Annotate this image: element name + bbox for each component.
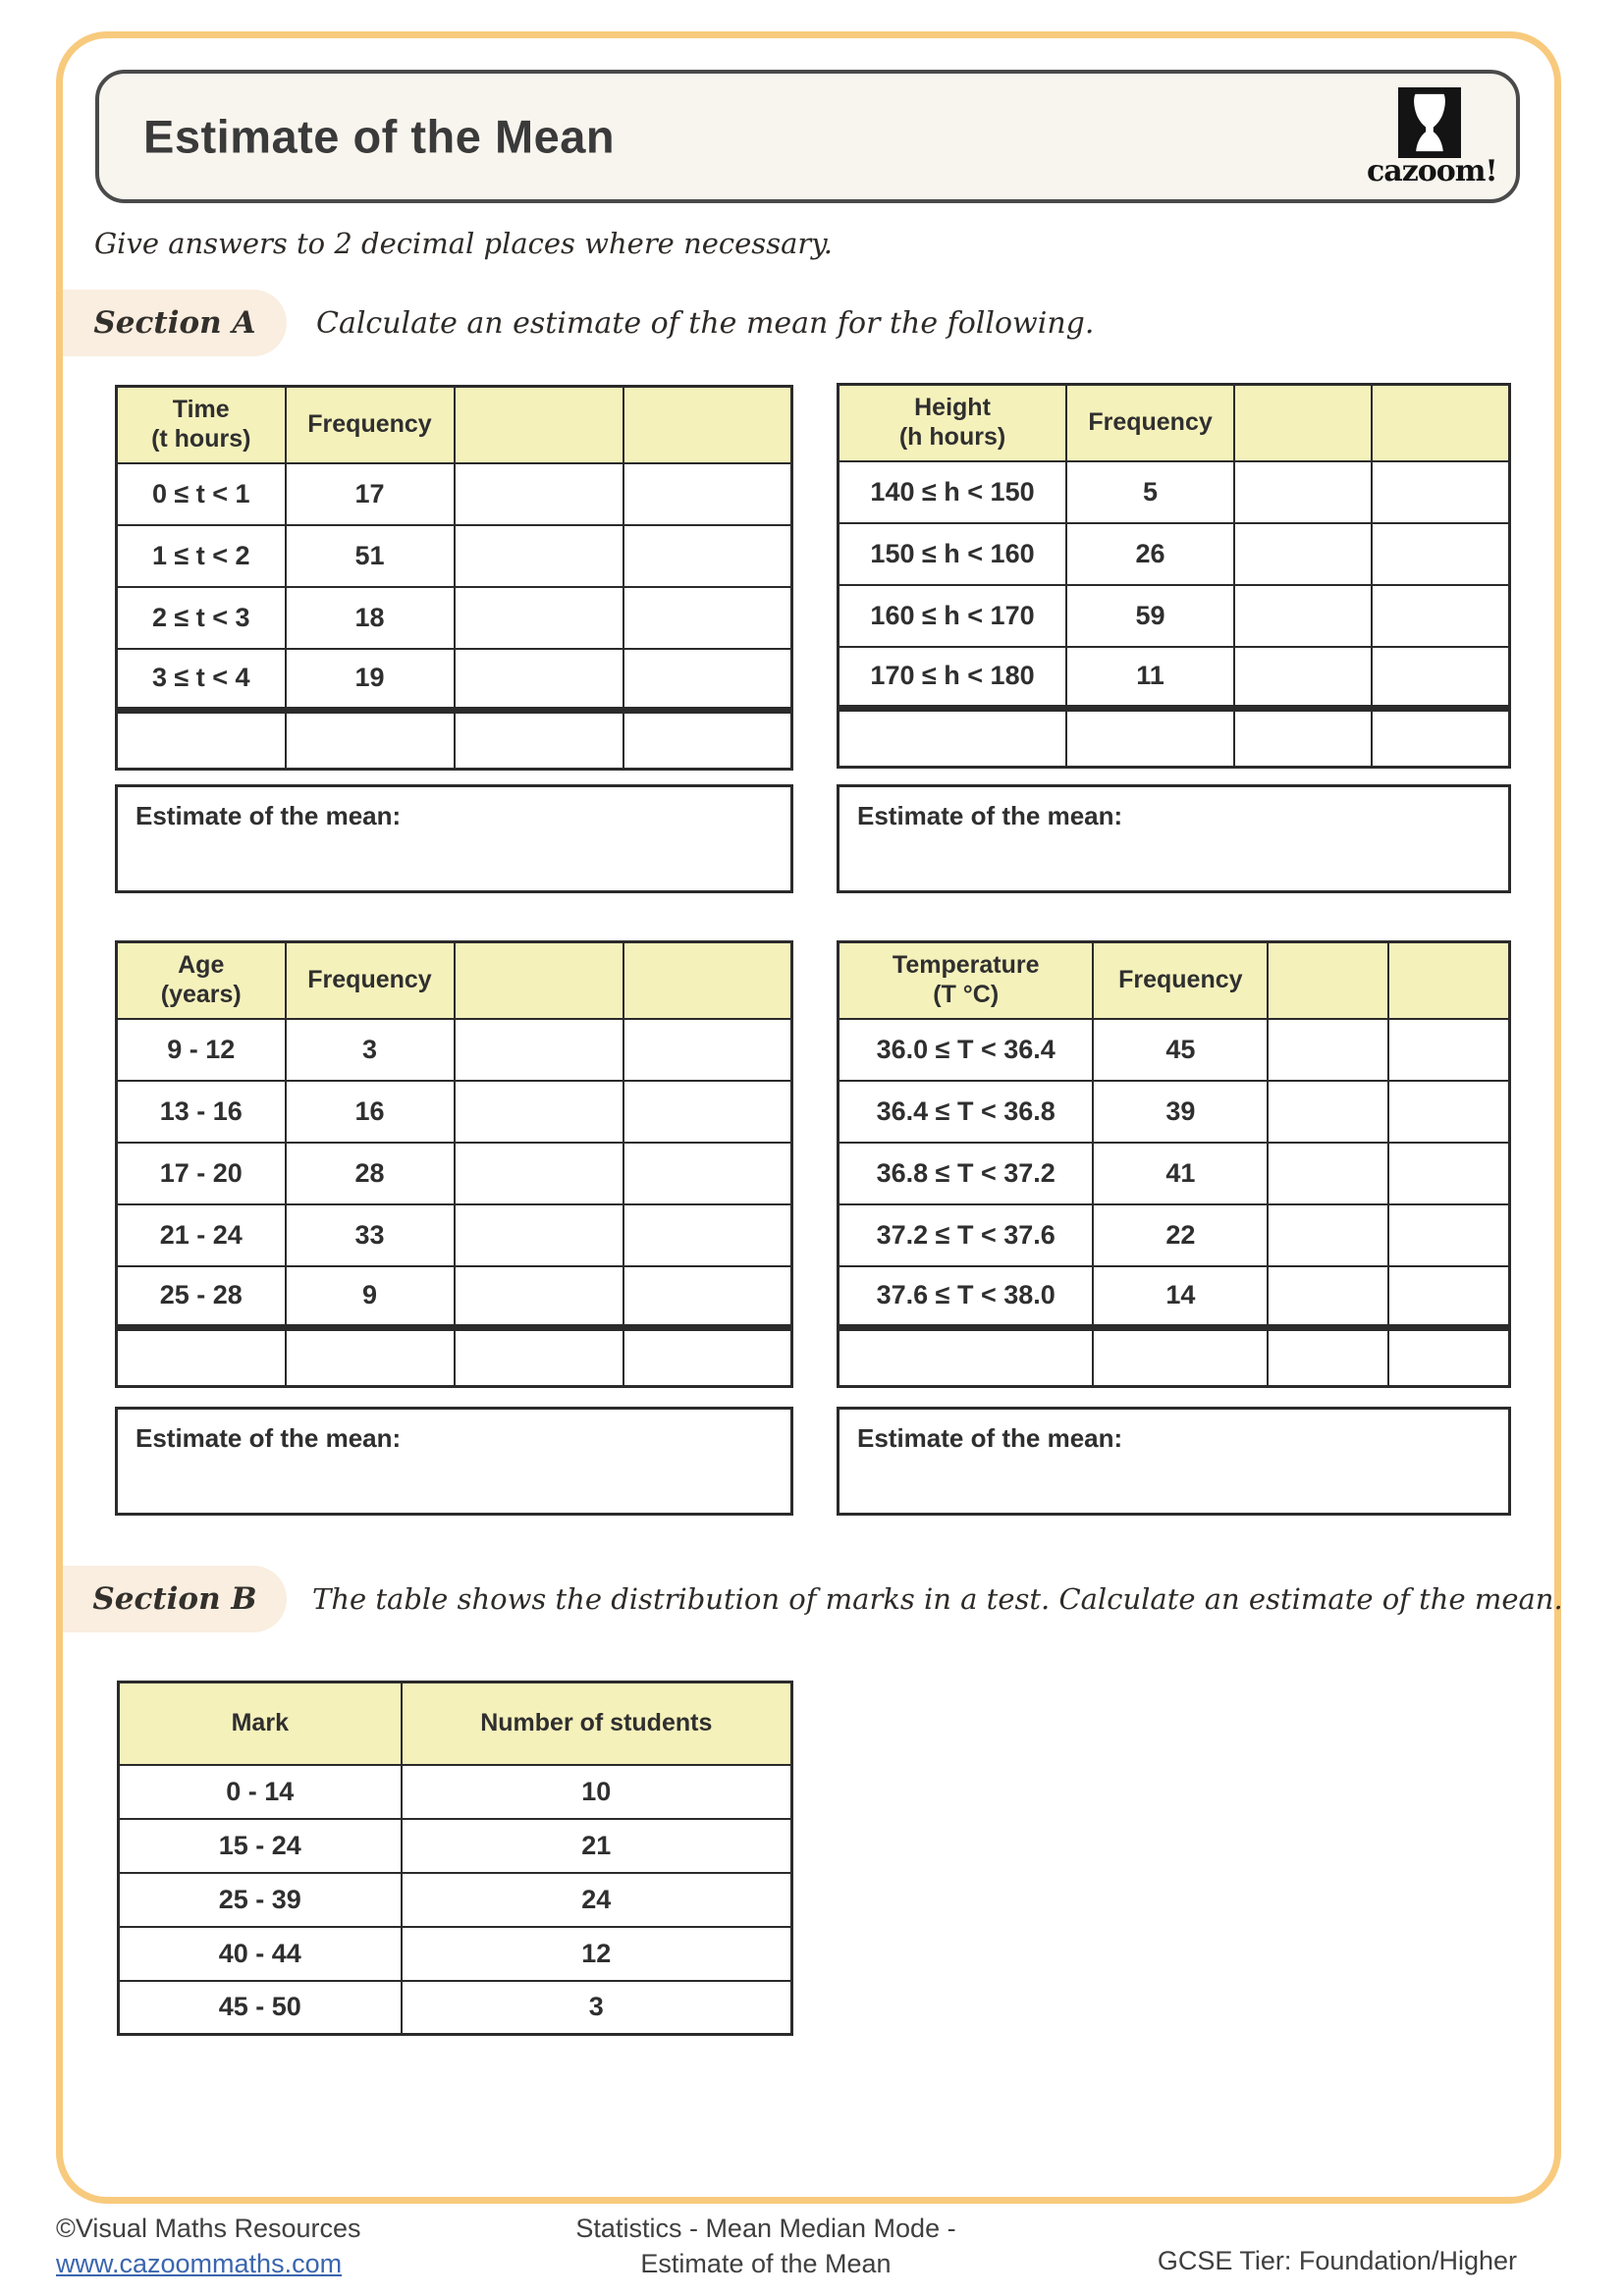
- interval-cell: 17 - 20: [117, 1143, 286, 1204]
- table-row: [839, 1143, 1510, 1204]
- interval-cell: 0 ≤ t < 1: [117, 463, 286, 525]
- blank-column-header: [1268, 942, 1388, 1019]
- table-header-row: [117, 387, 792, 463]
- interval-cell: 150 ≤ h < 160: [839, 523, 1067, 585]
- frequency-column-header: Frequency: [1093, 942, 1268, 1019]
- copyright-text: ©Visual Maths Resources: [56, 2214, 361, 2243]
- frequency-cell: 45: [1093, 1019, 1268, 1081]
- frequency-cell: 24: [402, 1873, 792, 1927]
- blank-cell: [1388, 1204, 1509, 1266]
- table-row: [117, 1019, 792, 1081]
- blank-cell: [455, 711, 623, 770]
- table-header-row: [839, 942, 1510, 1019]
- frequency-column-header: Frequency: [286, 942, 455, 1019]
- temperature-frequency-table: [837, 940, 1511, 1388]
- frequency-cell: 26: [1066, 523, 1234, 585]
- footer-left: [56, 2211, 361, 2282]
- footer-tier: GCSE Tier: Foundation/Higher: [1157, 2246, 1517, 2275]
- blank-cell: [455, 1143, 623, 1204]
- interval-cell: 25 - 39: [119, 1873, 402, 1927]
- table-row: [117, 587, 792, 649]
- blank-cell: [623, 1204, 792, 1266]
- blank-cell: [455, 1081, 623, 1143]
- estimate-answer-box: [837, 784, 1511, 893]
- blank-cell: [1372, 647, 1509, 709]
- blank-cell: [1093, 1328, 1268, 1387]
- frequency-cell: 18: [286, 587, 455, 649]
- blank-cell: [1234, 523, 1372, 585]
- cazoommaths-link[interactable]: www.cazoommaths.com: [56, 2249, 343, 2279]
- interval-cell: 45 - 50: [119, 1981, 402, 2035]
- table-row: [839, 647, 1510, 709]
- interval-cell: 15 - 24: [119, 1819, 402, 1873]
- time-frequency-table: [115, 385, 793, 771]
- table-row: [117, 1143, 792, 1204]
- header-line1: Temperature: [892, 951, 1040, 980]
- blank-cell: [623, 1266, 792, 1328]
- totals-row: [839, 709, 1510, 768]
- page-title: Estimate of the Mean: [143, 110, 616, 163]
- blank-column-header: [1234, 385, 1372, 461]
- blank-cell: [1388, 1328, 1509, 1387]
- mark-column-header: Mark: [119, 1682, 402, 1765]
- table-row: [839, 585, 1510, 647]
- logo-wordmark: cazoom!: [1367, 154, 1497, 188]
- frequency-cell: 19: [286, 649, 455, 711]
- blank-cell: [117, 711, 286, 770]
- blank-cell: [455, 1019, 623, 1081]
- frequency-cell: 10: [402, 1765, 792, 1819]
- frequency-cell: 3: [402, 1981, 792, 2035]
- frequency-cell: 17: [286, 463, 455, 525]
- blank-cell: [455, 525, 623, 587]
- blank-cell: [286, 711, 455, 770]
- blank-cell: [623, 711, 792, 770]
- frequency-column-header: Frequency: [286, 387, 455, 463]
- header-line2: (years): [160, 980, 242, 1008]
- table-row: [839, 1081, 1510, 1143]
- interval-cell: 36.8 ≤ T < 37.2: [839, 1143, 1094, 1204]
- footer-topic-line1: Statistics - Mean Median Mode -: [575, 2214, 956, 2243]
- table-row: [839, 461, 1510, 523]
- blank-cell: [1268, 1019, 1388, 1081]
- interval-cell: 9 - 12: [117, 1019, 286, 1081]
- frequency-cell: 12: [402, 1927, 792, 1981]
- frequency-cell: 28: [286, 1143, 455, 1204]
- blank-cell: [1268, 1081, 1388, 1143]
- blank-cell: [1234, 461, 1372, 523]
- section-b-instruction: The table shows the distribution of marks in a test. Calculate an estimate of the mean.: [312, 1582, 1563, 1616]
- blank-column-header: [1372, 385, 1509, 461]
- blank-cell: [1234, 585, 1372, 647]
- blank-column-header: [1388, 942, 1509, 1019]
- interval-column-header: [839, 942, 1094, 1019]
- estimate-answer-box: [837, 1407, 1511, 1516]
- frequency-cell: 22: [1093, 1204, 1268, 1266]
- table-row: [117, 525, 792, 587]
- drum-icon: [1398, 87, 1461, 158]
- blank-cell: [455, 463, 623, 525]
- blank-cell: [455, 1328, 623, 1387]
- blank-cell: [1234, 647, 1372, 709]
- blank-cell: [1388, 1266, 1509, 1328]
- blank-cell: [1372, 523, 1509, 585]
- totals-row: [117, 711, 792, 770]
- blank-cell: [286, 1328, 455, 1387]
- blank-cell: [623, 1143, 792, 1204]
- blank-cell: [455, 1266, 623, 1328]
- header-line1: Age: [178, 951, 225, 980]
- interval-column-header: [117, 942, 286, 1019]
- footer-center: [422, 2211, 1110, 2282]
- height-frequency-table: [837, 383, 1511, 769]
- blank-cell: [623, 649, 792, 711]
- section-a-instruction: Calculate an estimate of the mean for the following.: [316, 305, 1095, 341]
- blank-cell: [1388, 1143, 1509, 1204]
- blank-cell: [1268, 1204, 1388, 1266]
- table-header-row: [117, 942, 792, 1019]
- table-row: [119, 1819, 792, 1873]
- table-row: [839, 1019, 1510, 1081]
- interval-cell: 0 - 14: [119, 1765, 402, 1819]
- table-row: [119, 1765, 792, 1819]
- frequency-cell: 39: [1093, 1081, 1268, 1143]
- interval-cell: 37.2 ≤ T < 37.6: [839, 1204, 1094, 1266]
- frequency-cell: 5: [1066, 461, 1234, 523]
- blank-cell: [455, 587, 623, 649]
- blank-cell: [1372, 585, 1509, 647]
- interval-cell: 140 ≤ h < 150: [839, 461, 1067, 523]
- section-b-badge: Section B: [63, 1566, 287, 1632]
- table-row: [117, 649, 792, 711]
- frequency-cell: 33: [286, 1204, 455, 1266]
- frequency-cell: 14: [1093, 1266, 1268, 1328]
- footer-topic-line2: Estimate of the Mean: [640, 2249, 892, 2279]
- table-row: [117, 1266, 792, 1328]
- frequency-cell: 59: [1066, 585, 1234, 647]
- estimate-label: Estimate of the mean:: [135, 801, 402, 830]
- table-header-row: [839, 385, 1510, 461]
- frequency-cell: 16: [286, 1081, 455, 1143]
- blank-cell: [623, 1019, 792, 1081]
- blank-cell: [1268, 1143, 1388, 1204]
- blank-cell: [1066, 709, 1234, 768]
- table-row: [119, 1927, 792, 1981]
- blank-cell: [1234, 709, 1372, 768]
- blank-cell: [1372, 461, 1509, 523]
- table-row: [119, 1981, 792, 2035]
- interval-cell: 1 ≤ t < 2: [117, 525, 286, 587]
- frequency-cell: 51: [286, 525, 455, 587]
- blank-cell: [623, 1328, 792, 1387]
- frequency-column-header: Frequency: [1066, 385, 1234, 461]
- blank-column-header: [623, 387, 792, 463]
- header-line2: (t hours): [151, 424, 251, 453]
- table-row: [117, 463, 792, 525]
- blank-cell: [623, 587, 792, 649]
- frequency-cell: 11: [1066, 647, 1234, 709]
- title-bar: [95, 70, 1520, 203]
- interval-cell: 37.6 ≤ T < 38.0: [839, 1266, 1094, 1328]
- interval-cell: 13 - 16: [117, 1081, 286, 1143]
- blank-cell: [1268, 1328, 1388, 1387]
- interval-column-header: [117, 387, 286, 463]
- blank-cell: [839, 709, 1067, 768]
- estimate-label: Estimate of the mean:: [857, 1423, 1123, 1453]
- table-row: [117, 1081, 792, 1143]
- interval-cell: 170 ≤ h < 180: [839, 647, 1067, 709]
- frequency-cell: 21: [402, 1819, 792, 1873]
- table-row: [117, 1204, 792, 1266]
- blank-column-header: [623, 942, 792, 1019]
- header-line1: Height: [914, 394, 991, 422]
- table-row: [839, 523, 1510, 585]
- blank-cell: [623, 1081, 792, 1143]
- blank-cell: [455, 649, 623, 711]
- interval-cell: 36.0 ≤ T < 36.4: [839, 1019, 1094, 1081]
- interval-cell: 25 - 28: [117, 1266, 286, 1328]
- interval-cell: 2 ≤ t < 3: [117, 587, 286, 649]
- interval-cell: 40 - 44: [119, 1927, 402, 1981]
- estimate-answer-box: [115, 1407, 793, 1516]
- blank-cell: [1388, 1019, 1509, 1081]
- blank-cell: [839, 1328, 1094, 1387]
- interval-cell: 21 - 24: [117, 1204, 286, 1266]
- totals-row: [839, 1328, 1510, 1387]
- blank-cell: [455, 1204, 623, 1266]
- marks-table: [117, 1681, 793, 2036]
- blank-cell: [623, 525, 792, 587]
- table-row: [839, 1266, 1510, 1328]
- blank-cell: [117, 1328, 286, 1387]
- blank-cell: [1372, 709, 1509, 768]
- frequency-cell: 41: [1093, 1143, 1268, 1204]
- section-a-badge: Section A: [63, 290, 287, 356]
- estimate-label: Estimate of the mean:: [135, 1423, 402, 1453]
- students-column-header: Number of students: [402, 1682, 792, 1765]
- header-line2: (T °C): [933, 980, 1000, 1008]
- frequency-cell: 9: [286, 1266, 455, 1328]
- table-header-row: [119, 1682, 792, 1765]
- interval-column-header: [839, 385, 1067, 461]
- blank-cell: [1388, 1081, 1509, 1143]
- header-line1: Time: [172, 396, 230, 424]
- blank-column-header: [455, 387, 623, 463]
- table-row: [839, 1204, 1510, 1266]
- table-row: [119, 1873, 792, 1927]
- interval-cell: 36.4 ≤ T < 36.8: [839, 1081, 1094, 1143]
- age-frequency-table: [115, 940, 793, 1388]
- interval-cell: 3 ≤ t < 4: [117, 649, 286, 711]
- general-instruction: Give answers to 2 decimal places where necessary.: [94, 227, 833, 260]
- blank-cell: [1268, 1266, 1388, 1328]
- totals-row: [117, 1328, 792, 1387]
- blank-column-header: [455, 942, 623, 1019]
- interval-cell: 160 ≤ h < 170: [839, 585, 1067, 647]
- header-line2: (h hours): [898, 422, 1006, 451]
- cazoom-logo: [1367, 87, 1497, 188]
- frequency-cell: 3: [286, 1019, 455, 1081]
- estimate-answer-box: [115, 784, 793, 893]
- estimate-label: Estimate of the mean:: [857, 801, 1123, 830]
- blank-cell: [623, 463, 792, 525]
